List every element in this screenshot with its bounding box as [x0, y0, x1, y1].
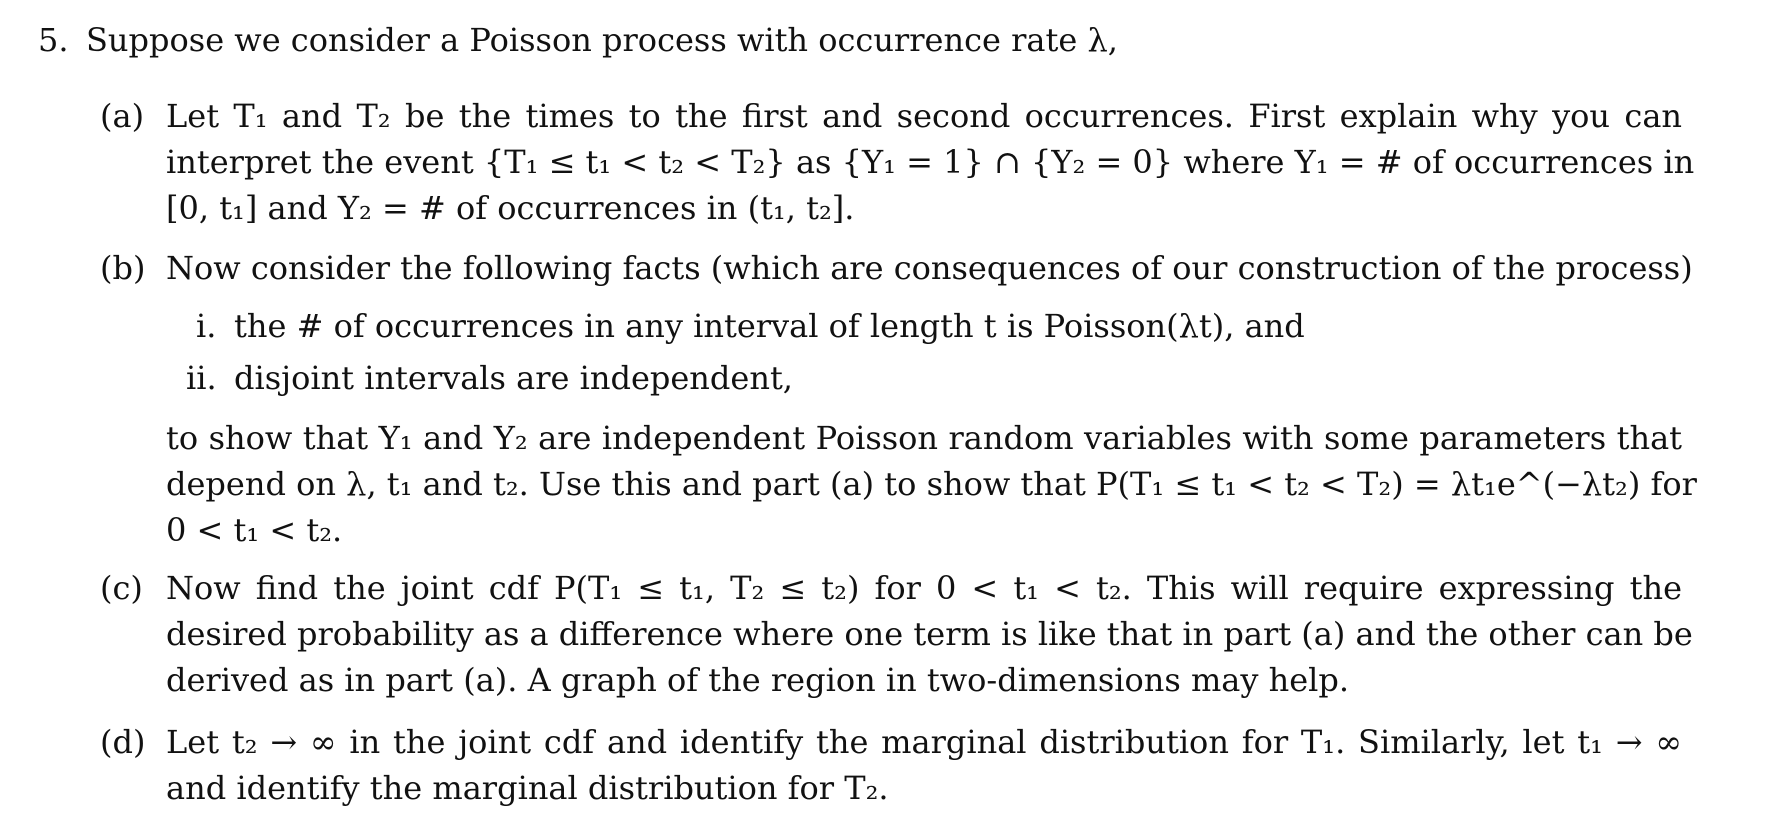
part-a-label: (a) — [100, 97, 145, 135]
part-d-line-2: and identify the marginal distribution for T₂. — [166, 769, 889, 807]
part-b-label: (b) — [100, 249, 146, 287]
part-c-line-1: Now find the joint cdf P(T₁ ≤ t₁, T₂ ≤ t₂) for 0 < t₁ < t₂. This will require expressing the — [166, 569, 1682, 607]
part-a-line-2: interpret the event {T₁ ≤ t₁ < t₂ < T₂} as {Y₁ = 1} ∩ {Y₂ = 0} where Y₁ = # of occurrences in — [166, 143, 1695, 181]
fact-ii-text: disjoint intervals are independent, — [234, 359, 793, 397]
part-a-line-3: [0, t₁] and Y₂ = # of occurrences in (t₁, t₂]. — [166, 189, 855, 227]
part-b-after-line-1: to show that Y₁ and Y₂ are independent Poisson random variables with some parameters that — [166, 419, 1682, 457]
part-c-label: (c) — [100, 569, 143, 607]
part-c-line-2: desired probability as a difference where one term is like that in part (a) and the other can be — [166, 615, 1693, 653]
part-b-line-1: Now consider the following facts (which are consequences of our construction of the process) — [166, 249, 1693, 287]
fact-i-label: i. — [196, 307, 217, 345]
part-b-after-line-2: depend on λ, t₁ and t₂. Use this and part (a) to show that P(T₁ ≤ t₁ < t₂ < T₂) = λt₁e^(−λt₂) for — [166, 465, 1697, 503]
problem-number: 5. — [38, 21, 69, 59]
part-d-label: (d) — [100, 723, 146, 761]
fact-i-text: the # of occurrences in any interval of length t is Poisson(λt), and — [234, 307, 1305, 345]
part-a-line-1: Let T₁ and T₂ be the times to the first and second occurrences. First explain why you can — [166, 97, 1682, 135]
fact-ii-label: ii. — [186, 359, 217, 397]
problem-intro: Suppose we consider a Poisson process with occurrence rate λ, — [86, 21, 1118, 59]
part-c-line-3: derived as in part (a). A graph of the region in two-dimensions may help. — [166, 661, 1350, 699]
part-b-after-line-3: 0 < t₁ < t₂. — [166, 511, 343, 549]
part-d-line-1: Let t₂ → ∞ in the joint cdf and identify the marginal distribution for T₁. Similarly, let t₁ → ∞ — [166, 723, 1682, 761]
